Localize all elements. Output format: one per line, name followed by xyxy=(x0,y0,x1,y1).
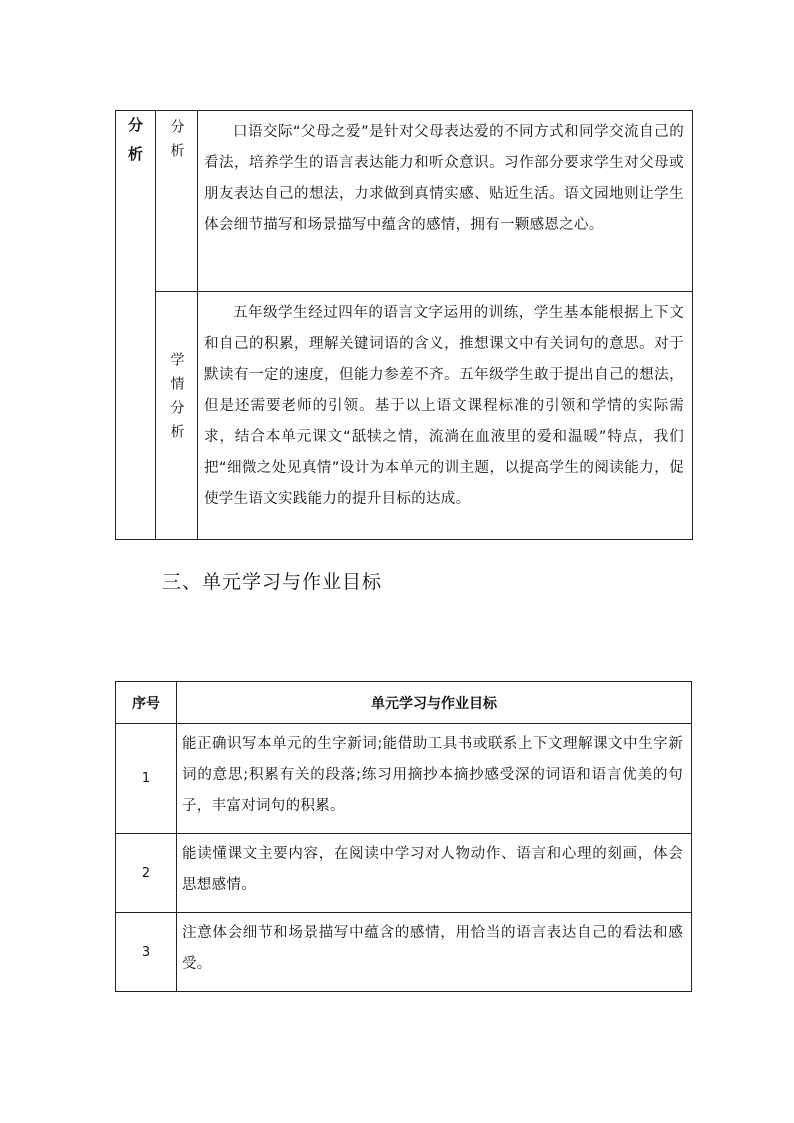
main-label: 分析 xyxy=(126,117,144,175)
goals-table xyxy=(115,681,692,992)
analysis-row xyxy=(116,292,693,540)
header-number: 序号 xyxy=(116,682,177,724)
goal-text: 能读懂课文主要内容，在阅读中学习对人物动作、语言和心理的刻画，体会思想感情。 xyxy=(177,834,692,913)
header-goal: 单元学习与作业目标 xyxy=(177,682,692,724)
analysis-table xyxy=(115,110,693,540)
sub-label-cell xyxy=(156,111,198,292)
analysis-row xyxy=(116,111,693,292)
goal-text: 注意体会细节和场景描写中蕴含的感情，用恰当的语言表达自己的看法和感受。 xyxy=(177,913,692,992)
table-row xyxy=(116,724,692,834)
content-analysis-text: 口语交际“父母之爱”是针对父母表达爱的不同方式和同学交流自己的看法，培养学生的语言表达能力和听众意识。习作部分要求学生对父母或朋友表达自己的想法，力求做到真情实感、贴近生活。语文园地则让学生体会细节描写和场景描写中蕴含的感情，拥有一颗感恩之心。 xyxy=(204,124,684,233)
goals-header-row xyxy=(116,682,692,724)
main-label-cell xyxy=(116,111,156,540)
content-analysis-label: 分析 xyxy=(168,119,185,167)
student-analysis-cell xyxy=(198,292,693,540)
section-heading: 三、单元学习与作业目标 xyxy=(162,571,383,593)
goal-number: 1 xyxy=(116,724,177,834)
goal-number: 2 xyxy=(116,834,177,913)
table-row xyxy=(116,834,692,913)
goal-number: 3 xyxy=(116,913,177,992)
student-analysis-text: 五年级学生经过四年的语言文字运用的训练，学生基本能根据上下文和自己的积累，理解关键词语的含义，推想课文中有关词句的意思。对于默读有一定的速度，但能力参差不齐。五年级学生敢于提出自己的想法，但是还需要老师的引领。基于以上语文课程标准的引领和学情的实际需求，结合本单元课文“舐犊之情，流淌在血液里的爱和温暖”特点，我们把“细微之处见真情”设计为本单元的训主题，以提高学生的阅读能力，促使学生语文实践能力的提升目标的达成。 xyxy=(204,305,684,507)
table-row xyxy=(116,913,692,992)
student-analysis-label: 学情分析 xyxy=(168,352,185,448)
sub-label-cell xyxy=(156,292,198,540)
goal-text: 能正确识写本单元的生字新词;能借助工具书或联系上下文理解课文中生字新词的意思;积累有关的段落;练习用摘抄本摘抄感受深的词语和语言优美的句子，丰富对词句的积累。 xyxy=(177,724,692,834)
content-analysis-cell xyxy=(198,111,693,292)
